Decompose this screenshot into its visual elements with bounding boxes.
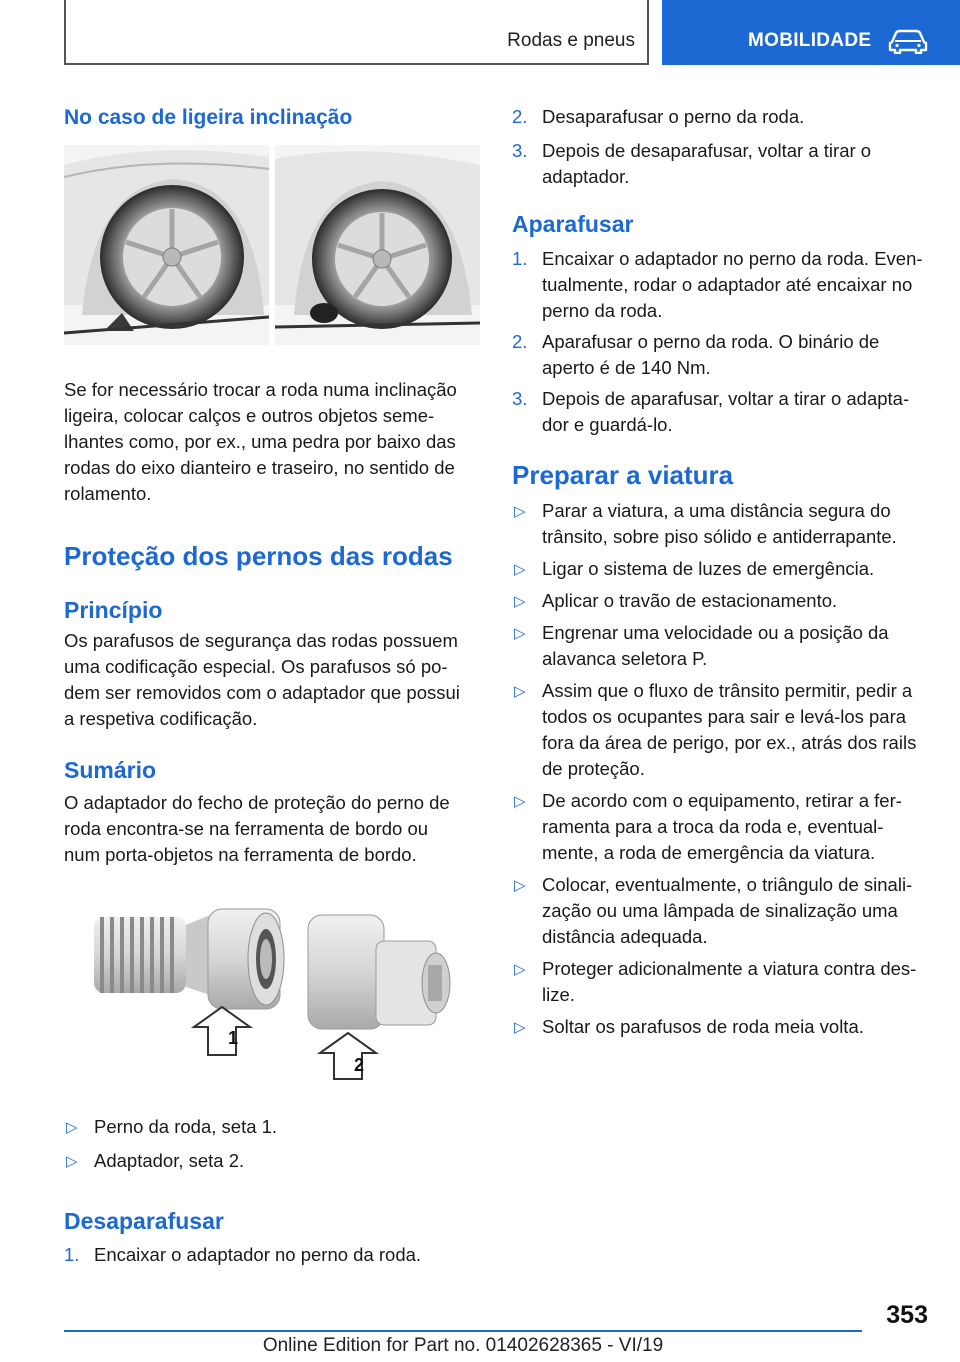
list-item-text: ramenta para a troca da roda e, eventual- (542, 816, 884, 837)
list-item-text: alavanca seletora P. (542, 648, 708, 669)
list-item-text: Proteger adicionalmente a viatura contra des- (542, 958, 917, 979)
list-item (512, 872, 932, 950)
step-number: 3. (512, 388, 528, 409)
para-principle (64, 628, 480, 732)
list-item (64, 1114, 480, 1140)
heading-principle: Princípio (64, 597, 163, 623)
para-line: uma codificação especial. Os parafusos só po- (64, 656, 448, 677)
bullet-triangle-icon: ▷ (66, 1153, 78, 1170)
list-item-text: Desaparafusar o perno da roda. (542, 106, 805, 127)
header-chapter-label: MOBILIDADE (748, 30, 872, 51)
heading-screw: Aparafusar (512, 211, 634, 237)
list-item (512, 329, 928, 381)
para-line: rolamento. (64, 483, 152, 504)
list-item-text: Aplicar o travão de estacionamento. (542, 590, 838, 611)
para-line: Se for necessário trocar a roda numa inclinação (64, 379, 457, 400)
heading-slight-incline: No caso de ligeira inclinação (64, 106, 353, 129)
step-number: 1. (64, 1244, 80, 1265)
para-line: num porta-objetos na ferramenta de bordo. (64, 844, 417, 865)
heading-lock-bolts: Proteção dos pernos das rodas (64, 541, 453, 571)
para-line: dem ser removidos com o adaptador que possui (64, 682, 460, 703)
bullet-triangle-icon: ▷ (514, 593, 526, 610)
list-item (512, 956, 932, 1008)
list-item-text: Engrenar uma velocidade ou a posição da (542, 622, 889, 643)
bullet-triangle-icon: ▷ (514, 961, 526, 978)
list-item (512, 138, 928, 190)
list-item-text: Assim que o fluxo de trânsito permitir, pedir a (542, 680, 913, 701)
list-item-text: Encaixar o adaptador no perno da roda. Even- (542, 248, 923, 269)
wheel-bolt-adapter-illustration (90, 895, 466, 1080)
list-item-text: zação ou uma lâmpada de sinalização uma (542, 900, 898, 921)
para-line: Os parafusos de segurança das rodas possuem (64, 630, 458, 651)
para-line: a respetiva codificação. (64, 708, 258, 729)
header-section-title: Rodas e pneus (507, 30, 635, 51)
list-item-text: lize. (542, 984, 575, 1005)
heading-overview: Sumário (64, 757, 157, 783)
footer-divider (64, 1330, 862, 1332)
para-line: ligeira, colocar calços e outros objetos seme- (64, 405, 435, 426)
list-item (512, 386, 928, 438)
list-item (512, 498, 932, 550)
step-number: 2. (512, 331, 528, 352)
list-item-text: Soltar os parafusos de roda meia volta. (542, 1016, 864, 1037)
bullet-triangle-icon: ▷ (66, 1119, 78, 1136)
list-item (64, 1242, 480, 1268)
list-item (512, 788, 932, 866)
list-item-text: trânsito, sobre piso sólido e antiderrapante. (542, 526, 897, 547)
list-item-text: Colocar, eventualmente, o triângulo de sinali- (542, 874, 913, 895)
bullet-triangle-icon: ▷ (514, 877, 526, 894)
para-line: roda encontra-se na ferramenta de bordo ou (64, 818, 429, 839)
para-overview (64, 790, 480, 868)
list-item (512, 678, 932, 782)
step-number: 1. (512, 248, 528, 269)
para-slight-incline (64, 377, 480, 507)
list-item (512, 588, 932, 614)
list-item-text: distância adequada. (542, 926, 708, 947)
list-item-text: dor e guardá-lo. (542, 414, 673, 435)
list-item-text: mente, a roda de emergência da viatura. (542, 842, 876, 863)
list-item-text: Parar a viatura, a uma distância segura do (542, 500, 891, 521)
list-item-text: De acordo com o equipamento, retirar a fer- (542, 790, 902, 811)
para-line: O adaptador do fecho de proteção do perno de (64, 792, 450, 813)
list-item (512, 620, 932, 672)
bullet-triangle-icon: ▷ (514, 561, 526, 578)
wheel-chock-illustration (64, 145, 480, 345)
list-item-text: Ligar o sistema de luzes de emergência. (542, 558, 875, 579)
list-item-text: adaptador. (542, 166, 630, 187)
edition-note: Online Edition for Part no. 01402628365 - VI/19 (262, 1335, 664, 1356)
bullet-triangle-icon: ▷ (514, 683, 526, 700)
para-line: lhantes como, por ex., uma pedra por baixo das (64, 431, 456, 452)
list-item (512, 556, 932, 582)
list-item (512, 246, 928, 324)
list-item-text: aperto é de 140 Nm. (542, 357, 711, 378)
screw-steps-list (512, 246, 928, 438)
car-icon (888, 28, 928, 54)
callout-1: 1 (228, 1028, 239, 1048)
header-chapter-tab[interactable] (662, 0, 960, 65)
list-item-text: fora da área de perigo, por ex., atrás dos rails (542, 732, 917, 753)
list-item-text: Depois de desaparafusar, voltar a tirar o (542, 140, 872, 161)
unscrew-steps-list-cont (512, 104, 928, 190)
prepare-list (512, 498, 932, 1040)
list-item-text: tualmente, rodar o adaptador até encaixar no (542, 274, 913, 295)
list-item-text: Perno da roda, seta 1. (94, 1116, 278, 1137)
figure-legend-list (64, 1114, 480, 1174)
callout-2: 2 (354, 1055, 365, 1075)
list-item (64, 1148, 480, 1174)
list-item-text: todos os ocupantes para sair e levá-los para (542, 706, 907, 727)
list-item-text: Depois de aparafusar, voltar a tirar o adapta- (542, 388, 910, 409)
heading-unscrew: Desaparafusar (64, 1208, 224, 1234)
bullet-triangle-icon: ▷ (514, 503, 526, 520)
list-item (512, 1014, 932, 1040)
list-item-text: Encaixar o adaptador no perno da roda. (94, 1244, 422, 1265)
bullet-triangle-icon: ▷ (514, 793, 526, 810)
list-item-text: de proteção. (542, 758, 645, 779)
header-section-box (64, 0, 649, 65)
list-item-text: Adaptador, seta 2. (94, 1150, 245, 1171)
page-number: 353 (886, 1301, 928, 1329)
list-item-text: Aparafusar o perno da roda. O binário de (542, 331, 880, 352)
bullet-triangle-icon: ▷ (514, 625, 526, 642)
list-item-text: perno da roda. (542, 300, 663, 321)
unscrew-steps-list (64, 1242, 480, 1268)
bullet-triangle-icon: ▷ (514, 1019, 526, 1036)
heading-prepare: Preparar a viatura (512, 460, 734, 490)
para-line: rodas do eixo dianteiro e traseiro, no sentido de (64, 457, 455, 478)
step-number: 3. (512, 140, 528, 161)
step-number: 2. (512, 106, 528, 127)
list-item (512, 104, 928, 130)
